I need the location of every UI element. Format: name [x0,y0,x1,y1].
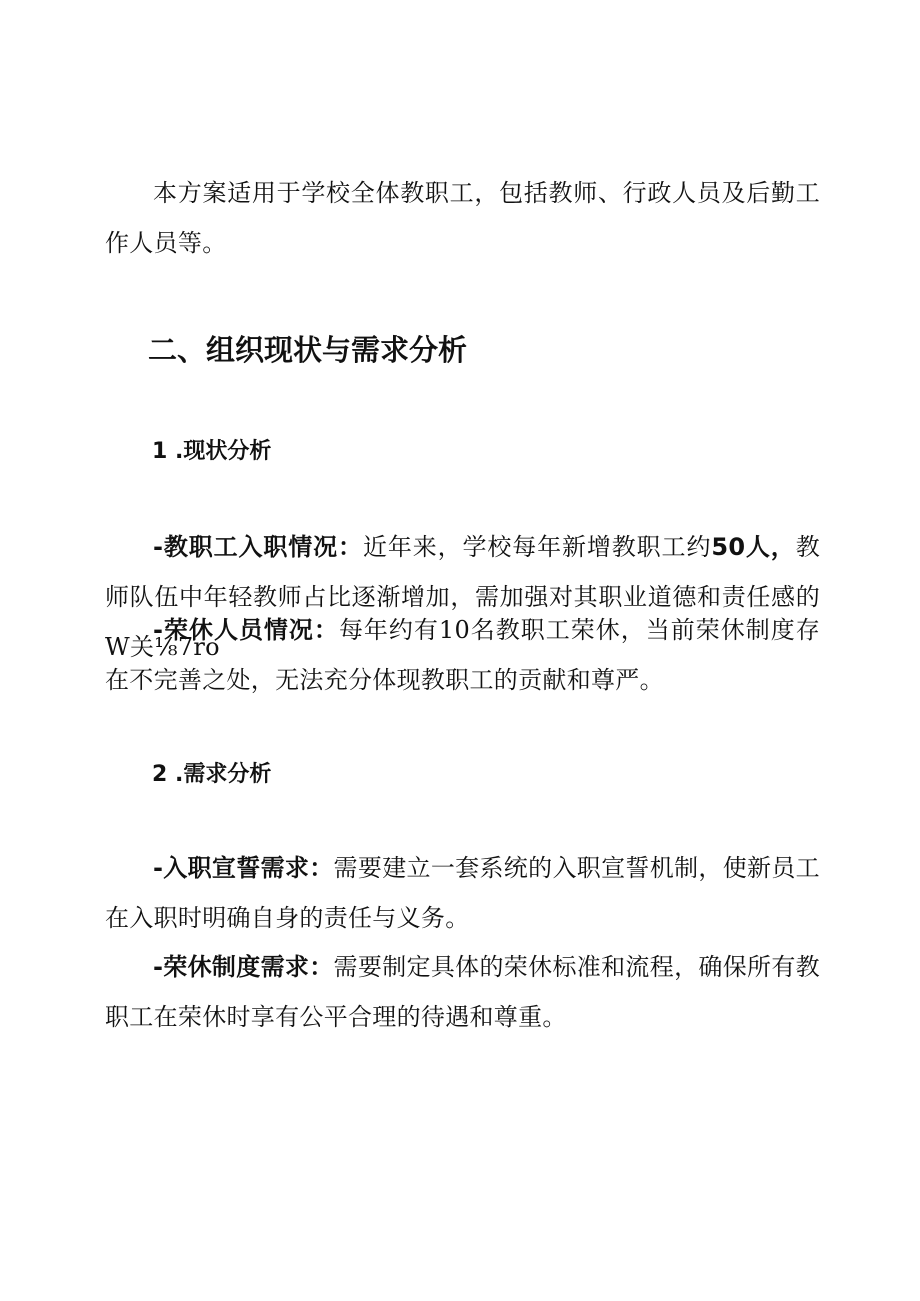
item-lead: -荣休人员情况： [153,616,339,644]
item-lead: -入职宣誓需求： [153,854,334,882]
item-text: 需要制定具体的荣休标准和流程，确保所有教职工在荣休时享有公平合理的待遇和尊重。 [105,953,820,1031]
item-text: 教师队伍中年轻教师占比逐渐增加，需加强对其职业道德和责任感的W关⅛7ro [105,533,820,661]
subsection-heading-status: 1 .现状分析 [152,439,272,464]
needs-item-oath [105,843,820,943]
item-text: 近年来，学校每年新增教职工约 [362,533,712,561]
item-lead: -荣休制度需求： [153,953,334,981]
intro-paragraph: 本方案适用于学校全体教职工，包括教师、行政人员及后勤工作人员等。 [105,179,820,257]
item-lead: -教职工入职情况： [153,533,363,561]
status-item-retirement [105,605,820,705]
subsection-heading-needs: 2 .需求分析 [152,762,272,787]
item-text: 需要建立一套系统的入职宣誓机制，使新员工在入职时明确自身的责任与义务。 [105,854,820,932]
item-text: 每年约有10名教职工荣休，当前荣休制度存在不完善之处，无法充分体现教职工的贡献和尊严。 [105,616,820,694]
item-highlight: 50人， [711,533,796,561]
section-heading: 二、组织现状与需求分析 [148,333,468,367]
needs-item-retirement [105,942,820,1042]
